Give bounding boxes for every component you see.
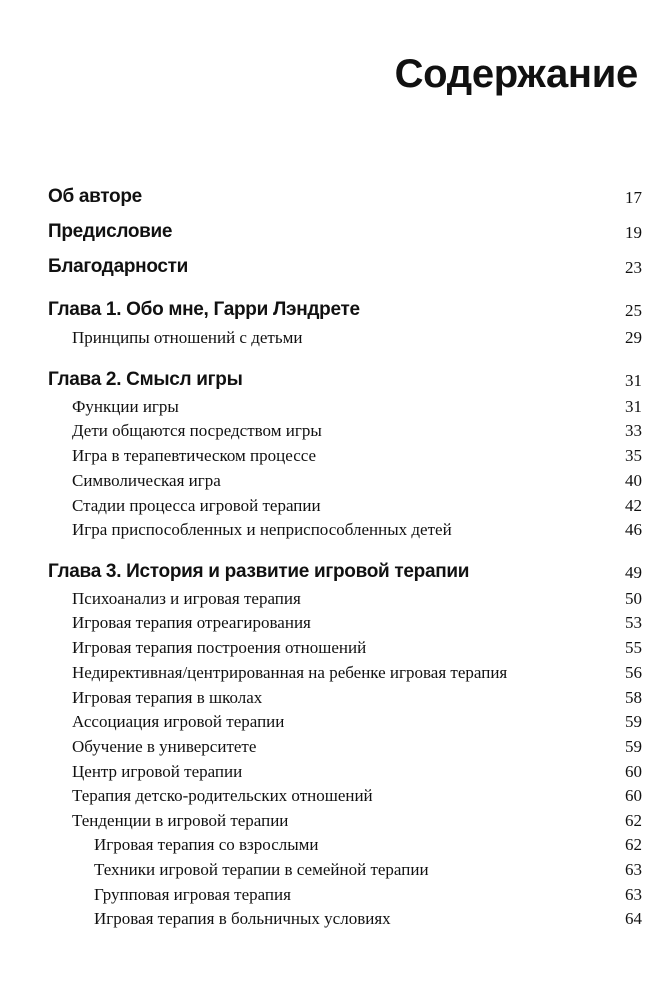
subsection-title: Игровая терапия со взрослыми (94, 835, 319, 854)
toc-section[interactable] (0, 465, 664, 493)
toc-entry-page: 42 (625, 496, 642, 515)
toc-section[interactable] (0, 657, 664, 685)
toc-entry[interactable] (0, 182, 664, 210)
toc-entry-page: 60 (625, 762, 642, 781)
toc-section[interactable] (0, 706, 664, 734)
toc-entry-page: 63 (625, 860, 642, 879)
section-title: Игра приспособленных и неприспособленных детей (72, 520, 452, 539)
toc-subsection[interactable] (0, 829, 664, 857)
toc-section[interactable] (0, 322, 664, 350)
toc-section[interactable] (0, 780, 664, 808)
toc-section[interactable] (0, 607, 664, 635)
toc-subsection[interactable] (0, 854, 664, 882)
toc-entry-page: 33 (625, 421, 642, 440)
toc-entry-page: 49 (625, 563, 642, 582)
toc-entry-page: 64 (625, 909, 642, 928)
toc-section[interactable] (0, 415, 664, 443)
toc-entry-page: 58 (625, 688, 642, 707)
toc-entry-title: Об авторе (48, 186, 142, 207)
toc-entry-page: 46 (625, 520, 642, 539)
section-title: Принципы отношений с детьми (72, 328, 303, 347)
toc-entry-page: 59 (625, 737, 642, 756)
section-title: Обучение в университете (72, 737, 257, 756)
toc-entry-page: 53 (625, 613, 642, 632)
toc-chapter-1[interactable] (0, 295, 664, 323)
section-title: Дети общаются посредством игры (72, 421, 322, 440)
toc-entry-title: Благодарности (48, 256, 189, 277)
section-title: Игровая терапия построения отношений (72, 638, 367, 657)
toc-entry-page: 50 (625, 589, 642, 608)
section-title: Игровая терапия в школах (72, 688, 263, 707)
toc-entry-page: 56 (625, 663, 642, 682)
toc-entry-page: 25 (625, 301, 642, 320)
toc-entry-page: 59 (625, 712, 642, 731)
toc-entry-page: 55 (625, 638, 642, 657)
toc-chapter-2[interactable] (0, 365, 664, 393)
toc-entry-page: 63 (625, 885, 642, 904)
subsection-title: Игровая терапия в больничных условиях (94, 909, 391, 928)
section-title: Функции игры (72, 397, 179, 416)
toc-entry-page: 35 (625, 446, 642, 465)
toc-entry-page: 17 (625, 188, 642, 207)
section-title: Ассоциация игровой терапии (72, 712, 285, 731)
toc-section[interactable] (0, 514, 664, 542)
toc-subsection[interactable] (0, 903, 664, 931)
toc-entry-page: 62 (625, 835, 642, 854)
toc-entry-page: 60 (625, 786, 642, 805)
section-title: Центр игровой терапии (72, 762, 243, 781)
section-title: Игровая терапия отреагирования (72, 613, 311, 632)
section-title: Игра в терапевтическом процессе (72, 446, 317, 465)
toc-entry-page: 29 (625, 328, 642, 347)
chapter-title: Глава 3. История и развитие игровой терапии (48, 561, 470, 582)
toc-entry-page: 40 (625, 471, 642, 490)
section-title: Психоанализ и игровая терапия (72, 589, 301, 608)
section-title: Терапия детско-родительских отношений (72, 786, 373, 805)
page-title: Содержание (394, 52, 638, 96)
toc-entry-title: Предисловие (48, 221, 173, 242)
toc-entry[interactable] (0, 217, 664, 245)
chapter-title: Глава 1. Обо мне, Гарри Лэндрете (48, 299, 360, 320)
subsection-title: Групповая игровая терапия (94, 885, 291, 904)
section-title: Символическая игра (72, 471, 221, 490)
toc-entry-page: 19 (625, 223, 642, 242)
toc-entry-page: 23 (625, 258, 642, 277)
toc-chapter-3[interactable] (0, 557, 664, 585)
toc-section[interactable] (0, 632, 664, 660)
section-title: Недирективная/центрированная на ребенке игровая терапия (72, 663, 508, 682)
toc-section[interactable] (0, 440, 664, 468)
chapter-title: Глава 2. Смысл игры (48, 369, 243, 390)
toc-entry-page: 62 (625, 811, 642, 830)
toc-section[interactable] (0, 731, 664, 759)
toc-entry-page: 31 (625, 371, 642, 390)
section-title: Тенденции в игровой терапии (72, 811, 289, 830)
section-title: Стадии процесса игровой терапии (72, 496, 321, 515)
toc-entry-page: 31 (625, 397, 642, 416)
toc-entry[interactable] (0, 252, 664, 280)
subsection-title: Техники игровой терапии в семейной терапии (94, 860, 429, 879)
